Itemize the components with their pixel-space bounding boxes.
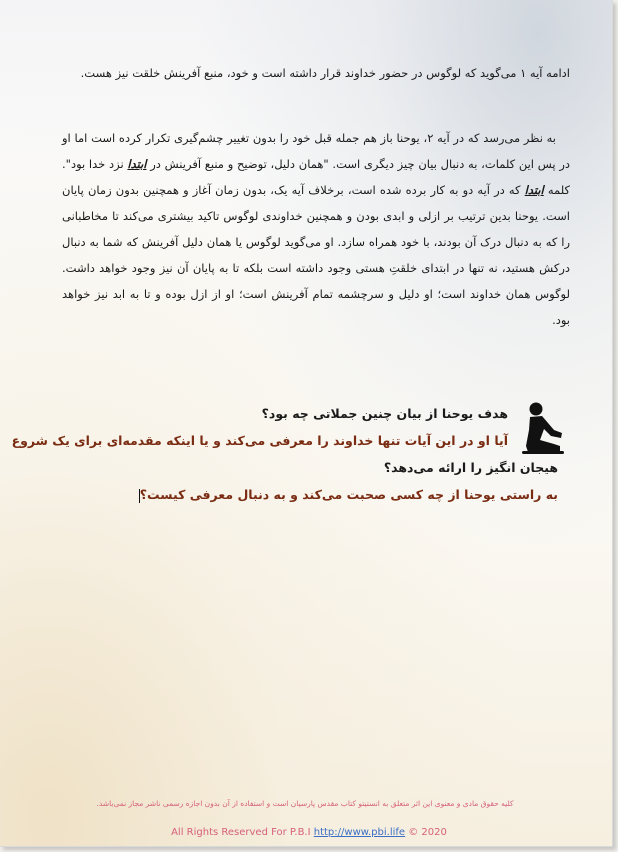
website-link[interactable]: http://www.pbi.life (313, 827, 406, 838)
paragraph-2-part-3: که در آیه دو به کار برده شده است، برخلاف آیه یک، بدون زمان آغاز و همچنین بدون زمان پایان است. یوحنا بدین ترتیب بر ازلی و ابدی بودن و همچنین خداوندی لوگوس تاکید بیشتری می‌کند تا مخاطبانی را که به دنبال درک آن بودند، با خود همراه سازد. او می‌گوید لوگوس یا همان دلیل آفرینش که شما به دنبال درکش هستید، نه تنها در ابتدای خلقتِ هستی وجود داشته است بلکه تا به پایان آن نیز وجود خواهد داشت. لوگوس همان خداوند است؛ او دلیل و سرچشمه تمام آفرینش است؛ او از ازل بوده و تا به ابد نیز خواهد بود. (62, 183, 570, 327)
paragraph-2-part-2: نزد خدا بود". کلمه (62, 157, 570, 197)
rights-suffix: © 2020 (405, 827, 447, 838)
rights-prefix: All Rights Reserved For P.B.I (171, 827, 314, 838)
rights-footer (0, 827, 618, 838)
question-2-continuation: هیجان انگیز را ارائه می‌دهد؟ (383, 460, 558, 475)
question-3 (139, 481, 558, 508)
question-2: آیا او در این آیات تنها خداوند را معرفی می‌کند و یا اینکه مقدمه‌ای برای یک شروع (11, 433, 508, 448)
keyword-ebteda-2: ابتدا (524, 183, 544, 197)
keyword-ebteda-1: ابتدا (127, 157, 147, 171)
copyright-notice: کلیه حقوق مادی و معنوی این اثر متعلق به انستیتو کتاب مقدس پارسیان است و استفاده از آن بدون اجازه رسمی ناشر مجاز نمی‌باشد. (96, 799, 514, 808)
question-1: هدف یوحنا از بیان چنین جملاتی چه بود؟ (261, 406, 508, 421)
question-3-text: به راستی یوحنا از چه کسی صحبت می‌کند و به دنبال معرفی کیست؟ (139, 487, 558, 502)
paragraph-1: ادامه آیه ۱ می‌گوید که لوگوس در حضور خداوند قرار داشته است و خود، منبع آفرینش خلقت نیز هست. (80, 66, 570, 80)
paragraph-2 (62, 125, 570, 333)
praying-person-icon (518, 400, 568, 456)
paragraph-2-part-1: به نظر می‌رسد که در آیه ۲، یوحنا باز هم جمله قبل خود را بدون تغییر چشم‌گیری تکرار کرده است اما او در پس این کلمات، به دنبال بیان چیز دیگری است. "همان دلیل، توضیح و منبع آفرینش در (62, 131, 570, 171)
